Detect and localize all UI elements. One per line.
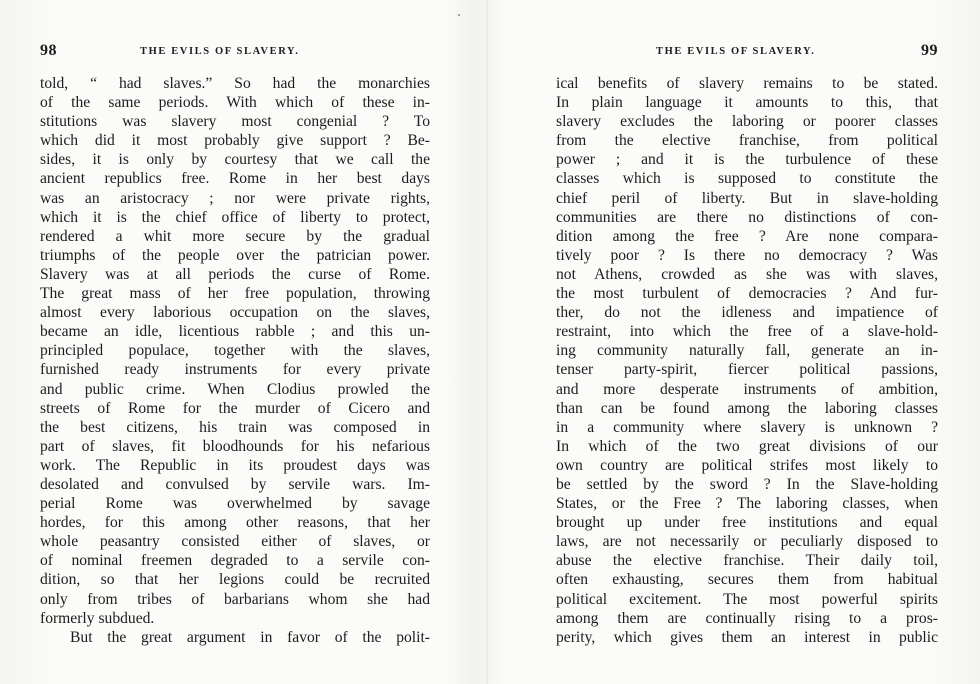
text-line: ical benefits of slavery remains to be stated. <box>556 75 938 92</box>
text-line: communities are there no distinctions of con- <box>556 208 938 226</box>
text-line: only from tribes of barbarians whom she had <box>40 590 430 608</box>
text-line: The great mass of her free population, throwing <box>40 285 430 303</box>
text-line: almost every laborious occupation on the slaves, <box>40 304 430 322</box>
text-line: dition among the free ? Are none compara- <box>556 227 938 245</box>
text-line: in a community where slavery is unknown ? <box>556 418 938 436</box>
text-line: tively poor ? Is there no democracy ? Was <box>556 246 938 264</box>
right-running-title: THE EVILS OF SLAVERY. <box>656 46 816 57</box>
text-line: principled populace, together with the slaves, <box>40 342 430 360</box>
text-line: streets of Rome for the murder of Cicero and <box>40 399 430 417</box>
book-gutter <box>486 0 488 684</box>
left-body-text <box>40 74 430 647</box>
text-line: the most turbulent of democracies ? And fur- <box>556 285 938 303</box>
text-line: often exhausting, secures them from habitual <box>556 571 938 589</box>
text-line: perial Rome was overwhelmed by savage <box>40 495 430 513</box>
text-line: furnished ready instruments for every private <box>40 361 430 379</box>
text-line: and public crime. When Clodius prowled the <box>40 380 430 398</box>
right-running-head <box>556 42 938 64</box>
text-line: States, or the Free ? The laboring classes, when <box>556 495 938 513</box>
text-line: Slavery was at all periods the curse of Rome. <box>40 265 430 283</box>
text-line: which it is the chief office of liberty to protect, <box>40 208 430 226</box>
text-line: political excitement. The most powerful spirits <box>556 590 938 608</box>
text-line: slavery excludes the laboring or poorer classes <box>556 113 938 131</box>
text-line: the best citizens, his train was composed in <box>40 418 430 436</box>
left-page <box>40 0 430 684</box>
text-line: sides, it is only by courtesy that we call the <box>40 151 430 169</box>
text-line: became an idle, licentious rabble ; and this un- <box>40 323 430 341</box>
text-line: tenser party-spirit, fiercer political passions, <box>556 361 938 379</box>
text-line: ther, do not the idleness and impatience of <box>556 304 938 322</box>
text-line: be settled by the sword ? In the Slave-holding <box>556 475 938 493</box>
text-line: perity, which gives them an interest in public <box>556 628 938 646</box>
text-line: whole peasantry consisted either of slaves, or <box>40 533 430 551</box>
text-line: told, “ had slaves.” So had the monarchies <box>40 75 430 92</box>
text-line: laws, are not necessarily or peculiarly disposed to <box>556 533 938 551</box>
text-line: than can be found among the laboring classes <box>556 399 938 417</box>
text-line: rendered a whit more secure by the gradual <box>40 227 430 245</box>
text-line: desolated and convulsed by servile wars. Im- <box>40 475 430 493</box>
text-line: among them are continually rising to a pros- <box>556 609 938 627</box>
text-line: restraint, into which the free of a slave-hold- <box>556 323 938 341</box>
left-running-head <box>40 42 430 64</box>
left-page-number: 98 <box>40 42 57 59</box>
text-line: hordes, for this among other reasons, that her <box>40 514 430 532</box>
text-line: stitutions was slavery most congenial ? To <box>40 113 430 131</box>
text-line: classes which is supposed to constitute the <box>556 170 938 188</box>
text-line: from the elective franchise, from political <box>556 132 938 150</box>
text-line: of the same periods. With which of these in- <box>40 94 430 112</box>
text-line: abuse the elective franchise. Their daily toil, <box>556 552 938 570</box>
text-line: work. The Republic in its proudest days was <box>40 456 430 474</box>
text-line: dition, so that her legions could be recruited <box>40 571 430 589</box>
text-line: In which of the two great divisions of our <box>556 437 938 455</box>
text-line: chief peril of liberty. But in slave-holding <box>556 189 938 207</box>
text-line: ancient republics free. Rome in her best days <box>40 170 430 188</box>
text-line: power ; and it is the turbulence of these <box>556 151 938 169</box>
right-page <box>556 0 938 684</box>
dust-speck <box>458 14 460 16</box>
text-line: ing community naturally fall, generate an in- <box>556 342 938 360</box>
text-line: In plain language it amounts to this, that <box>556 94 938 112</box>
text-line: formerly subdued. <box>40 609 155 627</box>
text-line: triumphs of the people over the patrician power. <box>40 246 430 264</box>
text-line: and more desperate instruments of ambition, <box>556 380 938 398</box>
text-line: of nominal freemen degraded to a servile con- <box>40 552 430 570</box>
text-line: But the great argument in favor of the polit- <box>70 628 430 646</box>
text-line: which did it most probably give support ? Be- <box>40 132 430 150</box>
left-running-title: THE EVILS OF SLAVERY. <box>140 46 300 57</box>
text-line: was an aristocracy ; nor were private rights, <box>40 189 430 207</box>
text-line: part of slaves, fit bloodhounds for his nefarious <box>40 437 430 455</box>
text-line: not Athens, crowded as she was with slaves, <box>556 265 938 283</box>
right-page-number: 99 <box>921 42 938 59</box>
text-line: brought up under free institutions and equal <box>556 514 938 532</box>
text-line: own country are political strifes most likely to <box>556 456 938 474</box>
right-body-text <box>556 74 938 647</box>
